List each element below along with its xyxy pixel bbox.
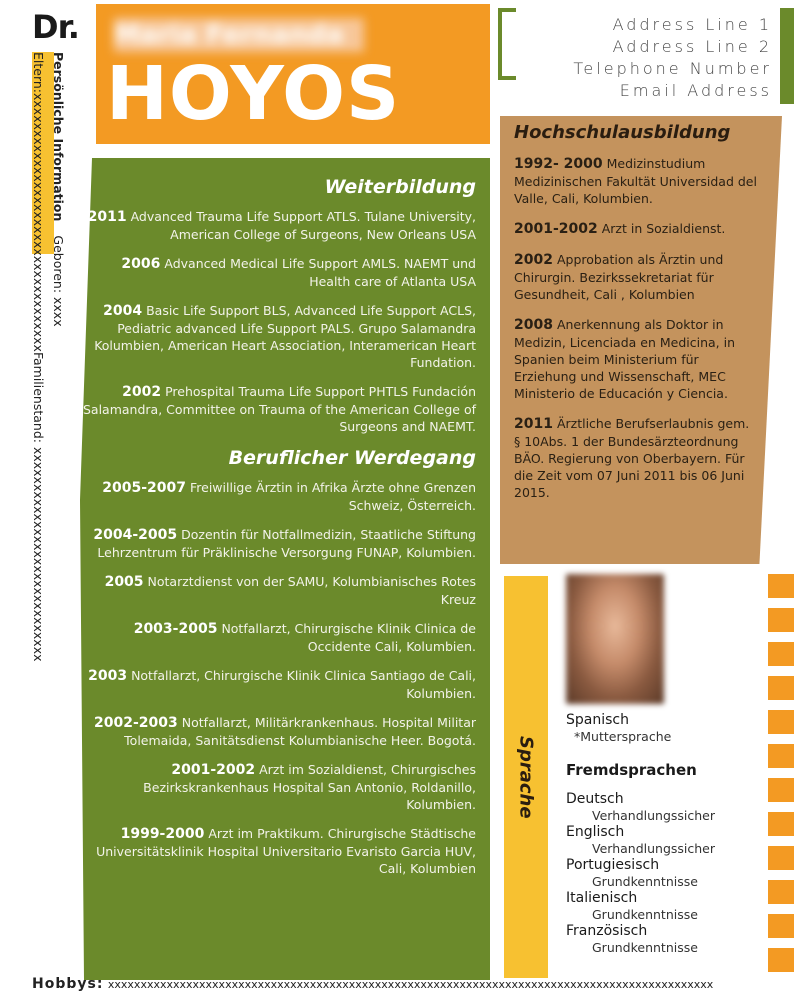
list-item: 2001-2002 Arzt im Sozialdienst, Chirurgisches Bezirkskrankenhaus Hospital San Antonio, Roldanillo, Kolumbien. — [143, 762, 476, 812]
hochschule-title: Hochschulausbildung — [514, 122, 731, 143]
weiterbildung-title: Weiterbildung — [324, 176, 476, 198]
decor-square — [768, 574, 794, 598]
decor-square — [768, 642, 794, 666]
main-column — [80, 170, 476, 889]
weiterbildung-list — [80, 208, 476, 435]
list-item: Italienisch Grundkenntnisse — [566, 890, 698, 922]
list-item: 2002 Prehospital Trauma Life Support PHTLS Fundación Salamandra, Committee on Trauma of the American College of Surgeons and NAEMT. — [82, 384, 476, 434]
telephone: Telephone Number — [573, 59, 772, 78]
first-name: Maria Fernanda — [114, 18, 364, 52]
decor-square — [768, 948, 794, 972]
list-item: 2011 Advanced Trauma Life Support ATLS. Tulane University, American College of Surgeons, New Orleans USA — [87, 209, 476, 242]
sprache-label-wrap — [504, 576, 548, 978]
decor-square — [768, 880, 794, 904]
native-language: Spanisch — [566, 712, 629, 728]
sprache-title: Sprache — [515, 735, 537, 819]
list-item: 2002 Approbation als Ärztin und Chirurgin. Bezirkssekretariat für Gesundheit, Cali , Kolumbien — [514, 252, 724, 302]
list-item: Französisch Grundkenntnisse — [566, 923, 698, 955]
list-item: 2008 Anerkennung als Doktor in Medizin, Licenciada en Medicina, in Spanien beim Ministerium für Erziehung und Wissenschaft, MEC Ministerio de Educación y Ciencia. — [514, 317, 736, 401]
email: Email Address — [619, 81, 772, 100]
marital-status: Familienstand: xxxxxxxxxxxxxxxxxxxxxxxxxxxxx — [31, 351, 46, 662]
title-prefix: Dr. — [32, 8, 79, 46]
personal-info-heading: Persönliche Information — [51, 52, 66, 222]
list-item: 2002-2003 Notfallarzt, Militärkrankenhaus. Hospital Militar Tolemaida, Sanitätsdienst Kolumbianische Heer. Bogotá. — [94, 715, 476, 748]
decor-square — [768, 744, 794, 768]
born: Geboren: xxxx — [51, 235, 66, 327]
education-column — [514, 122, 758, 514]
list-item: 2003 Notfallarzt, Chirurgische Klinik Clinica Santiago de Cali, Kolumbien. — [88, 668, 476, 701]
last-name: HOYOS — [106, 51, 401, 137]
hobbys-label: Hobbys: — [32, 976, 104, 992]
hobbys-value: xxxxxxxxxxxxxxxxxxxxxxxxxxxxxxxxxxxxxxxxxxxxxxxxxxxxxxxxxxxxxxxxxxxxxxxxxxxxxxxxxxxxxxxxxxxxx — [107, 978, 714, 991]
decor-square — [768, 778, 794, 802]
list-item: 2001-2002 Arzt in Sozialdienst. — [514, 221, 726, 237]
list-item: 1999-2000 Arzt im Praktikum. Chirurgische Städtische Universitätsklinik Hospital Universitario Evaristo Garcia HUV, Cali, Kolumbien — [96, 826, 476, 876]
list-item: 2005 Notarztdienst von der SAMU, Kolumbianisches Rotes Kreuz — [104, 574, 476, 607]
list-item: 2003-2005 Notfallarzt, Chirurgische Klinik Clinica de Occidente Cali, Kolumbien. — [133, 621, 476, 654]
list-item: Deutsch Verhandlungssicher — [566, 791, 716, 823]
foreign-languages-title: Fremdsprachen — [566, 761, 697, 779]
decor-square — [768, 676, 794, 700]
decor-square — [768, 914, 794, 938]
werdegang-title: Beruflicher Werdegang — [228, 447, 476, 469]
list-item: Englisch Verhandlungssicher — [566, 824, 716, 856]
list-item: 2004 Basic Life Support BLS, Advanced Life Support ACLS, Pediatric advanced Life Support PALS. Grupo Salamandra Kolumbien, American Heart Association, Interamerican Heart Fundation. — [94, 303, 476, 370]
parents: Eltern:xxxxxxxxxxxxxxxxxxxxxxxxxxxxxxxxxxx — [31, 52, 46, 352]
list-item: 2006 Advanced Medical Life Support AMLS. NAEMT und Health care of Atlanta USA — [121, 256, 476, 289]
address-line-1: Address Line 1 — [612, 15, 772, 34]
decor-square — [768, 846, 794, 870]
list-item: Portugiesisch Grundkenntnisse — [566, 857, 698, 889]
hobbys — [32, 976, 713, 992]
decor-square — [768, 812, 794, 836]
decor-square — [768, 710, 794, 734]
address-line-2: Address Line 2 — [612, 37, 772, 56]
decor-square — [768, 608, 794, 632]
languages — [566, 712, 766, 956]
werdegang-list — [80, 479, 476, 877]
profile-photo — [566, 574, 664, 704]
native-note: *Muttersprache — [574, 729, 672, 744]
list-item: 2004-2005 Dozentin für Notfallmedizin, Staatliche Stiftung Lehrzentrum für Präklinische Versorgung FUNAP, Kolumbien. — [93, 527, 476, 560]
list-item: 2005-2007 Freiwillige Ärztin in Afrika Ärzte ohne Grenzen Schweiz, Österreich. — [102, 480, 476, 513]
list-item: 1992- 2000 Medizinstudium Medizinischen Fakultät Universidad del Valle, Cali, Kolumbien. — [514, 156, 757, 206]
list-item: 2011 Ärztliche Berufserlaubnis gem. § 10Abs. 1 der Bundesärzteordnung BÄO. Regierung von Oberbayern. Für die Zeit vom 07 Juni 2011 bis 06 Juni 2015. — [514, 416, 750, 500]
